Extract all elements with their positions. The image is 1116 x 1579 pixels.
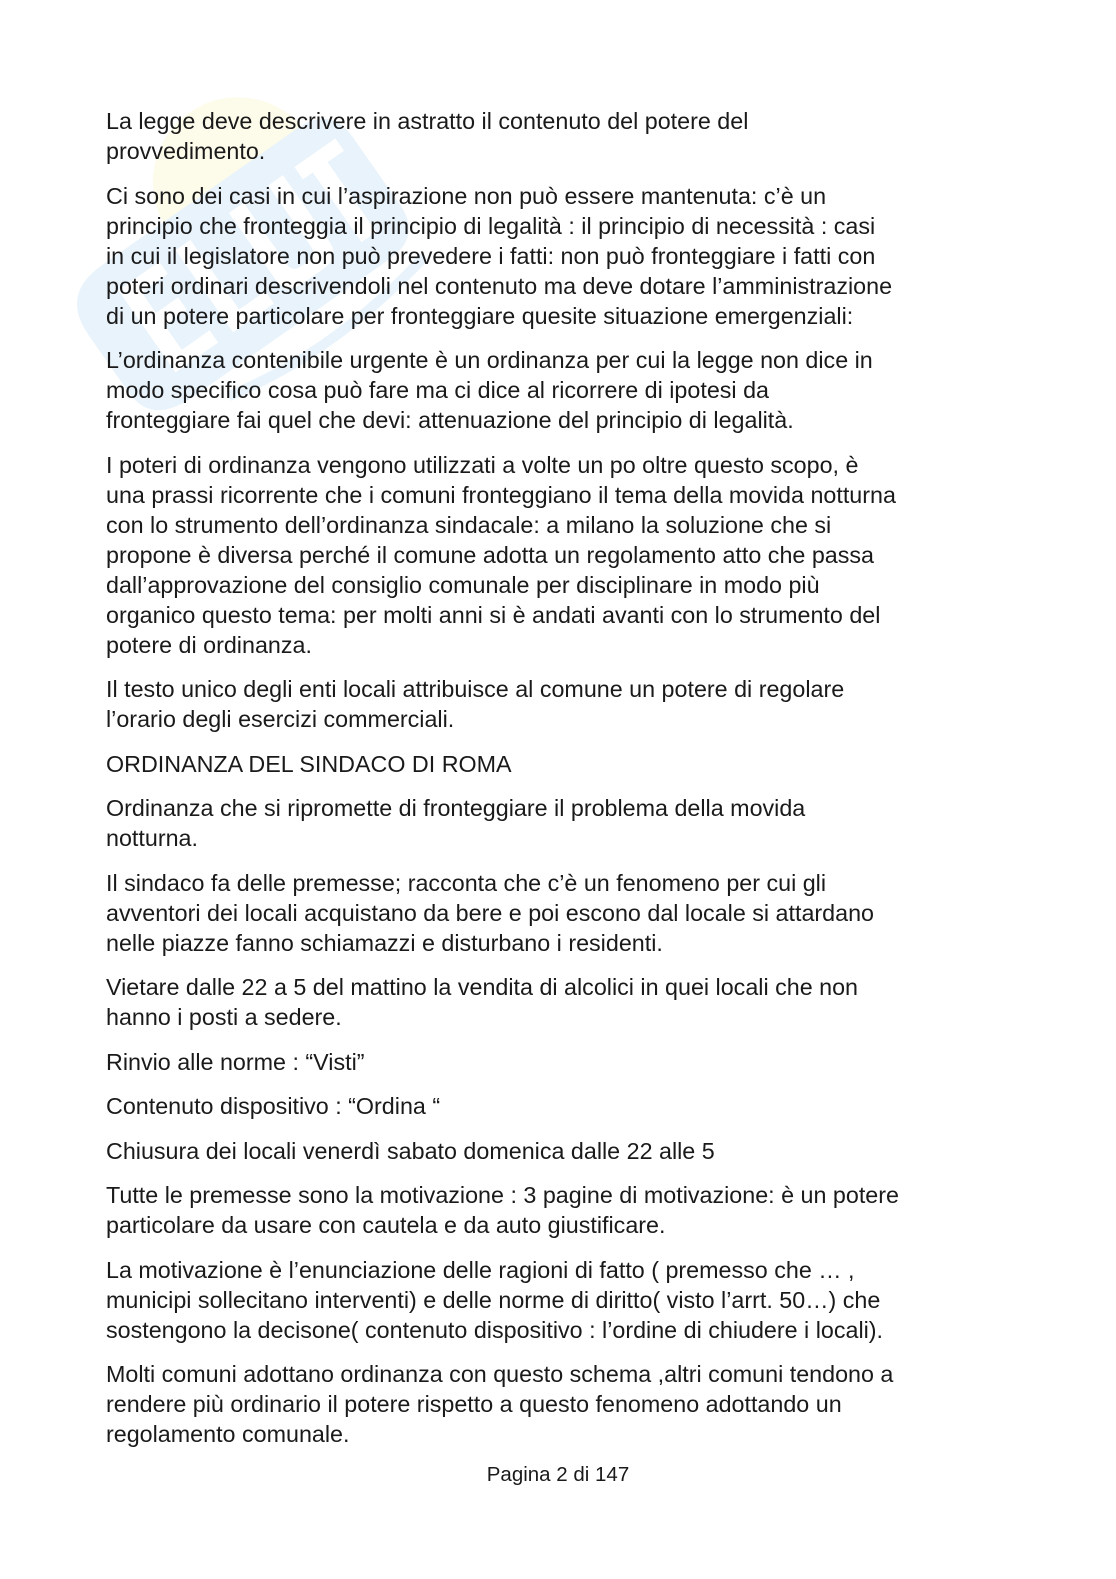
- document-body: [106, 106, 1011, 1464]
- page-number: Pagina 2 di 147: [486, 1463, 630, 1486]
- paragraph: Il sindaco fa delle premesse; racconta che c’è un fenomeno per cui gli avventori dei locali acquistano da bere e poi escono dal locale si attardano nelle piazze fanno schiamazzi e disturbano i residenti.: [106, 869, 875, 956]
- paragraph: Ci sono dei casi in cui l’aspirazione non può essere mantenuta: c’è un principio che fronteggia il principio di legalità : il principio di necessità : casi in cui il legislatore non può prevedere i fatti: non può fronteggiare i fatti con poteri ordinari descrivendoli nel contenuto ma deve dotare l’amministrazione di un potere particolare per fronteggiare quesite situazione emergenziali:: [106, 182, 893, 329]
- paragraph: Vietare dalle 22 a 5 del mattino la vendita di alcolici in quei locali che non hanno i posti a sedere.: [106, 974, 859, 1030]
- paragraph: Rinvio alle norme : “Visti”: [106, 1048, 365, 1075]
- paragraph: Ordinanza che si ripromette di fronteggiare il problema della movida notturna.: [106, 795, 806, 851]
- paragraph: La motivazione è l’enunciazione delle ragioni di fatto ( premesso che … , municipi sollecitano interventi) e delle norme di diritto( visto l’arrt. 50…) che sostengono la decisone( contenuto dispositivo : l’ordine di chiudere i locali).: [106, 1256, 884, 1343]
- paragraph: L’ordinanza contenibile urgente è un ordinanza per cui la legge non dice in modo specifico cosa può fare ma ci dice al ricorrere di ipotesi da fronteggiare fai quel che devi: attenuazione del principio di legalità.: [106, 347, 873, 433]
- paragraph: Il testo unico degli enti locali attribuisce al comune un potere di regolare l’orario degli esercizi commerciali.: [106, 676, 845, 732]
- section-heading: ORDINANZA DEL SINDACO DI ROMA: [106, 750, 512, 777]
- paragraph: Tutte le premesse sono la motivazione : 3 pagine di motivazione: è un potere particolare da usare con cautela e da auto giustificare.: [106, 1182, 899, 1238]
- paragraph: I poteri di ordinanza vengono utilizzati a volte un po oltre questo scopo, è una prassi ricorrente che i comuni fronteggiano il tema della movida notturna con lo strumento dell’ordinanza sindacale: a milano la soluzione che si propone è diversa perché il comune adotta un regolamento atto che passa dall’approvazione del consiglio comunale per disciplinare in modo più organico questo tema: per molti anni si è andati avanti con lo strumento del potere di ordinanza.: [106, 451, 896, 658]
- paragraph: Molti comuni adottano ordinanza con questo schema ,altri comuni tendono a rendere più ordinario il potere rispetto a questo fenomeno adottando un regolamento comunale.: [106, 1361, 894, 1447]
- paragraph: Chiusura dei locali venerdì sabato domenica dalle 22 alle 5: [106, 1137, 715, 1164]
- paragraph: La legge deve descrivere in astratto il contenuto del potere del provvedimento.: [106, 108, 749, 164]
- paragraph: Contenuto dispositivo : “Ordina “: [106, 1093, 441, 1119]
